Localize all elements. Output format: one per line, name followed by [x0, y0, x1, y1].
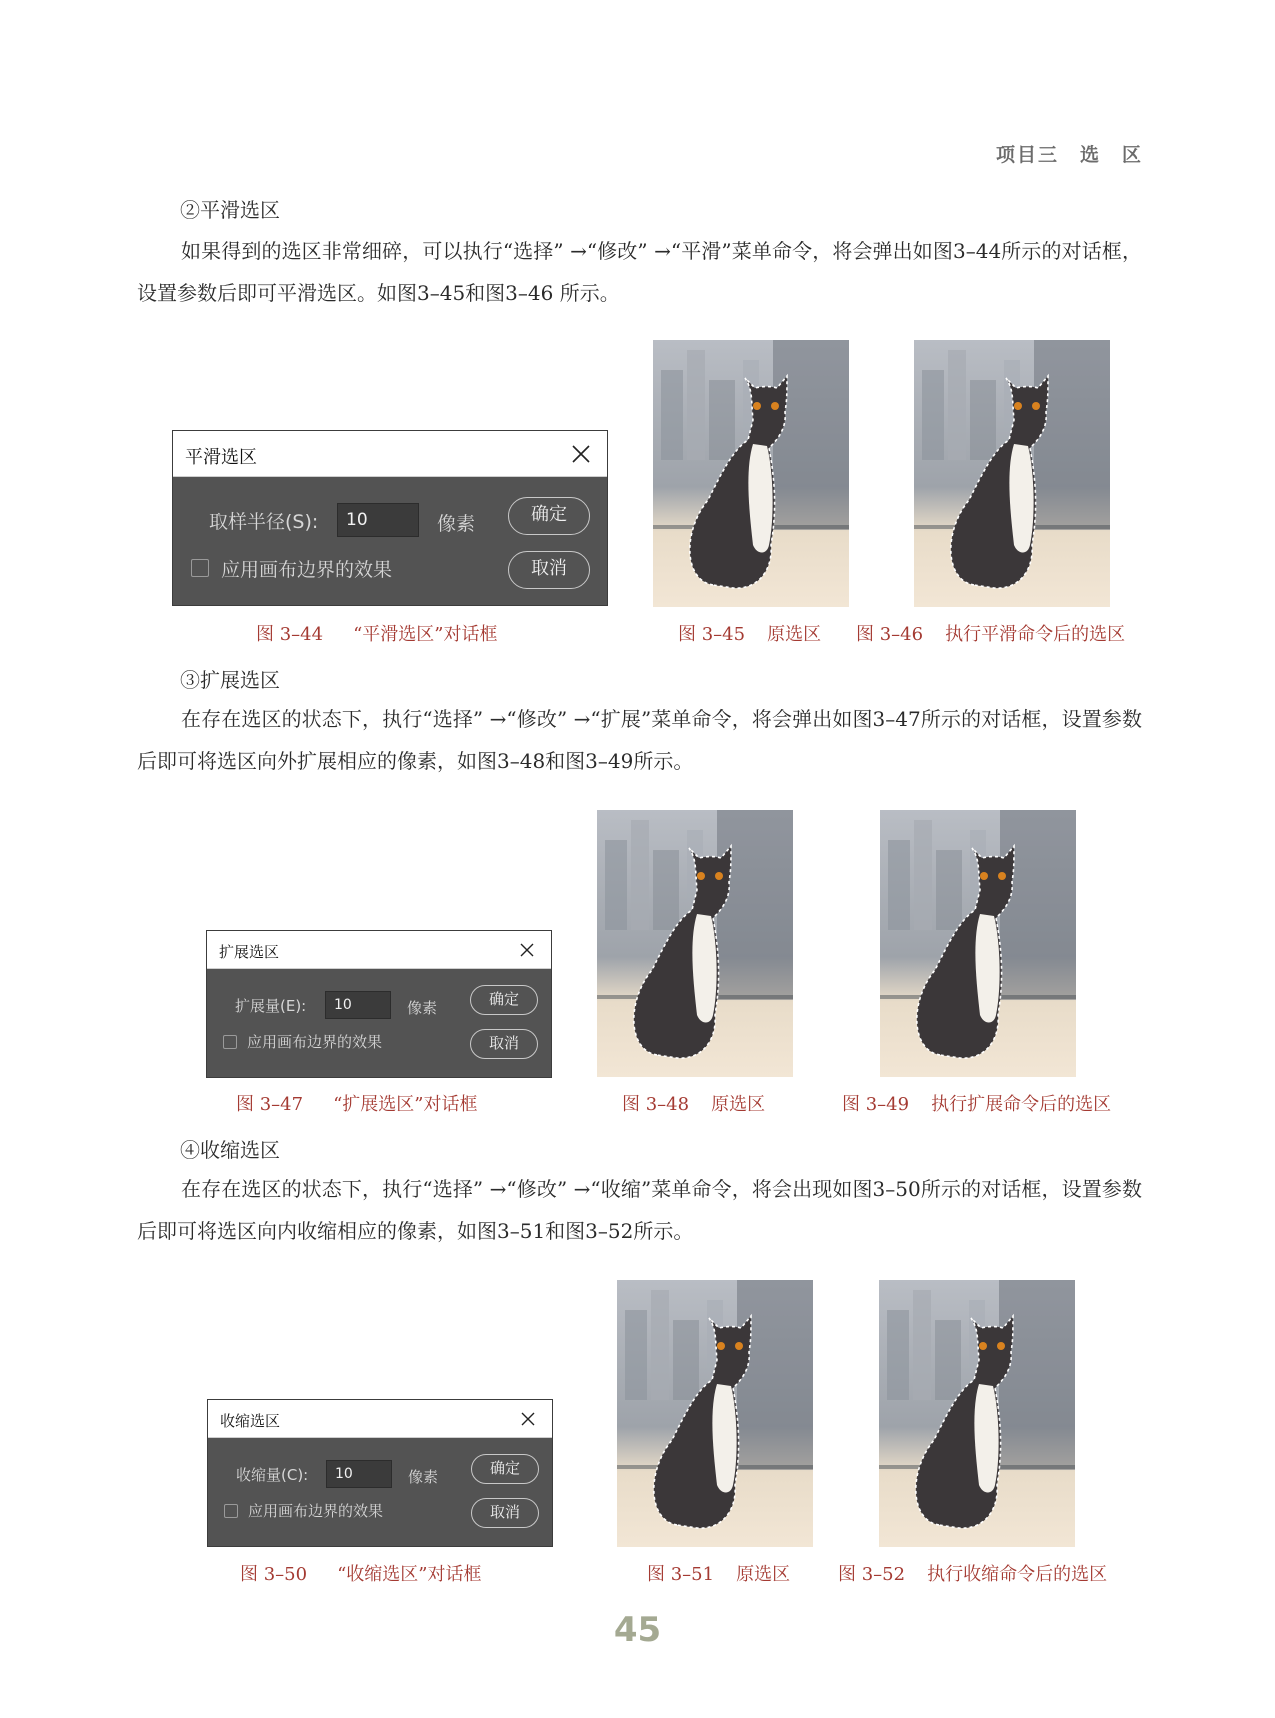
caption-number: 图 3–44	[256, 624, 324, 645]
figure-original-selection	[597, 810, 793, 1077]
caption-fig-3-45	[678, 620, 821, 646]
caption-text: 原选区	[736, 1564, 791, 1585]
caption-text: 原选区	[711, 1094, 766, 1115]
section-heading-expand: ③扩展选区	[180, 668, 280, 692]
ok-button[interactable]: 确定	[470, 985, 538, 1015]
unit-label: 像素	[437, 513, 476, 535]
caption-fig-3-52	[838, 1560, 1107, 1586]
section-heading-smooth: ②平滑选区	[180, 198, 280, 222]
dialog-titlebar	[173, 431, 607, 477]
dialog-title: 扩展选区	[219, 943, 280, 961]
caption-fig-3-47	[236, 1090, 477, 1116]
ok-button[interactable]: 确定	[471, 1454, 539, 1484]
section-heading-contract: ④收缩选区	[180, 1138, 280, 1162]
close-icon[interactable]	[519, 942, 535, 962]
caption-number: 图 3–46	[856, 624, 924, 645]
caption-text: 执行扩展命令后的选区	[931, 1094, 1112, 1115]
canvas-bounds-label: 应用画布边界的效果	[248, 1502, 384, 1520]
caption-fig-3-46	[856, 620, 1125, 646]
close-icon[interactable]	[520, 1411, 536, 1431]
canvas-bounds-checkbox[interactable]	[223, 1035, 237, 1049]
contract-by-input[interactable]: 10	[326, 1460, 392, 1488]
caption-number: 图 3–47	[236, 1094, 304, 1115]
figure-smoothed-selection	[914, 340, 1110, 607]
caption-number: 图 3–50	[240, 1564, 308, 1585]
caption-number: 图 3–52	[838, 1564, 906, 1585]
smooth-selection-dialog	[172, 430, 608, 606]
canvas-bounds-checkbox[interactable]	[191, 559, 209, 577]
figure-original-selection	[617, 1280, 813, 1547]
caption-number: 图 3–48	[622, 1094, 690, 1115]
caption-number: 图 3–51	[647, 1564, 715, 1585]
caption-number: 图 3–45	[678, 624, 746, 645]
paragraph-smooth: 如果得到的选区非常细碎，可以执行“选择” →“修改” →“平滑”菜单命令，将会弹出如图3–44所示的对话框，设置参数后即可平滑选区。如图3–45和图3–46 所示。	[137, 239, 1142, 305]
expand-by-label: 扩展量(E):	[235, 997, 307, 1015]
cancel-button[interactable]: 取消	[508, 551, 590, 589]
caption-number: 图 3–49	[842, 1094, 910, 1115]
dialog-title: 收缩选区	[220, 1412, 281, 1430]
canvas-bounds-checkbox[interactable]	[224, 1504, 238, 1518]
ok-button[interactable]: 确定	[508, 497, 590, 535]
canvas-bounds-label: 应用画布边界的效果	[247, 1033, 383, 1051]
unit-label: 像素	[408, 1468, 439, 1486]
cancel-button[interactable]: 取消	[471, 1498, 539, 1528]
expand-selection-dialog	[206, 930, 552, 1078]
cancel-button[interactable]: 取消	[470, 1029, 538, 1059]
expand-by-input[interactable]: 10	[325, 991, 391, 1019]
caption-fig-3-48	[622, 1090, 765, 1116]
caption-text: 原选区	[767, 624, 822, 645]
figure-contracted-selection	[879, 1280, 1075, 1547]
caption-text: “收缩选区”对话框	[337, 1564, 482, 1585]
figure-expanded-selection	[880, 810, 1076, 1077]
paragraph-expand: 在存在选区的状态下，执行“选择” →“修改” →“扩展”菜单命令，将会弹出如图3–47所示的对话框，设置参数后即可将选区向外扩展相应的像素，如图3–48和图3–49所示。	[137, 707, 1142, 773]
page-number: 45	[613, 1610, 662, 1650]
caption-text: 执行平滑命令后的选区	[945, 624, 1126, 645]
dialog-title: 平滑选区	[185, 447, 257, 468]
paragraph-contract: 在存在选区的状态下，执行“选择” →“修改” →“收缩”菜单命令，将会出现如图3–50所示的对话框，设置参数后即可将选区向内收缩相应的像素，如图3–51和图3–52所示。	[137, 1177, 1142, 1243]
dialog-titlebar	[208, 1400, 552, 1438]
contract-by-label: 收缩量(C):	[236, 1466, 309, 1484]
contract-selection-dialog	[207, 1399, 553, 1547]
unit-label: 像素	[407, 999, 438, 1017]
running-header: 项目三 选 区	[995, 144, 1143, 166]
dialog-titlebar	[207, 931, 551, 969]
caption-fig-3-51	[647, 1560, 790, 1586]
caption-fig-3-50	[240, 1560, 481, 1586]
caption-text: 执行收缩命令后的选区	[927, 1564, 1108, 1585]
caption-fig-3-44	[256, 620, 497, 646]
figure-original-selection	[653, 340, 849, 607]
caption-fig-3-49	[842, 1090, 1111, 1116]
canvas-bounds-label: 应用画布边界的效果	[221, 559, 393, 581]
close-icon[interactable]	[571, 444, 591, 468]
sample-radius-label: 取样半径(S):	[209, 511, 319, 533]
sample-radius-input[interactable]: 10	[337, 503, 419, 537]
caption-text: “平滑选区”对话框	[353, 624, 498, 645]
caption-text: “扩展选区”对话框	[333, 1094, 478, 1115]
